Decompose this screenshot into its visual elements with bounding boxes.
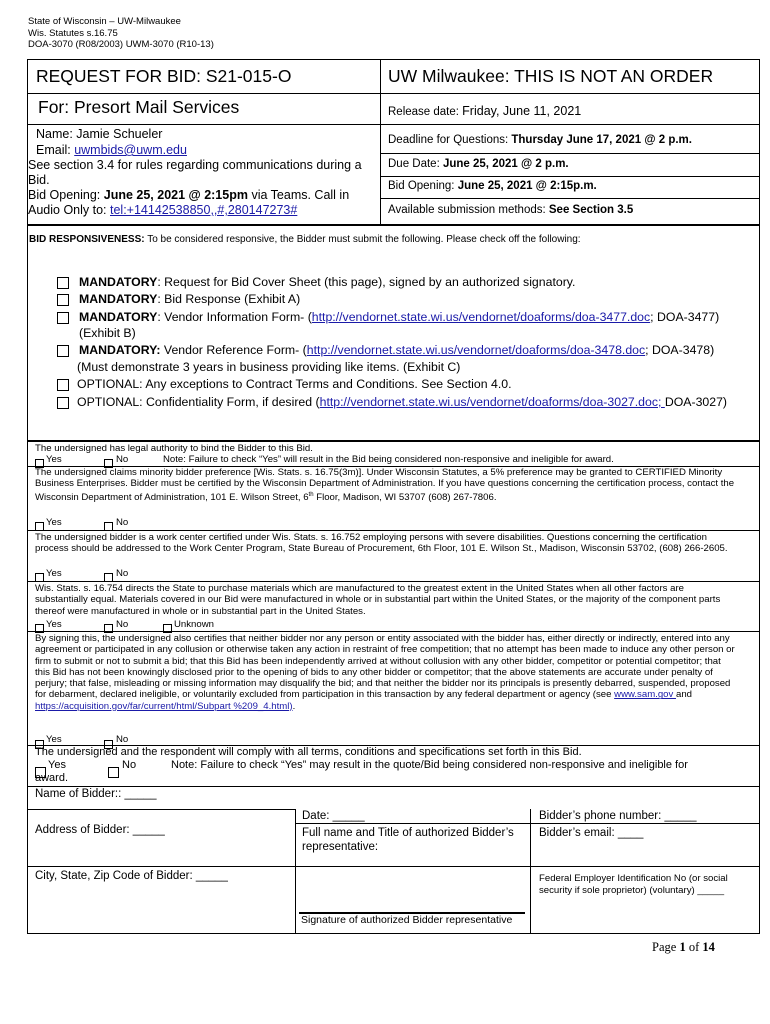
minority-yes-label: Yes: [46, 517, 62, 528]
checkbox-vendor-reference[interactable]: [57, 345, 69, 357]
compliance-statement: The undersigned and the respondent will comply with all terms, conditions and specifications set forth in this Bid.: [35, 746, 582, 758]
signature-field[interactable]: Signature of authorized Bidder representative: [301, 914, 513, 926]
collusion-no-label: No: [116, 734, 129, 745]
checkbox-bid-response[interactable]: [57, 294, 69, 306]
checkbox-exceptions[interactable]: [57, 379, 69, 391]
minority-preference: The undersigned claims minority bidder preference [Wis. Stats. s. 16.75(3m)]. Under Wisconsin Statutes, a 5% preference may be granted to CERTIFIED Minority Business Enterprises. Bidder must be certified by the Wisconsin Department of Administration. If you have questions concerning the certification process, contact the Wisconsin Department of Administration, 101 E. Wilson Street, 6th Floor, Madison, WI 53707 (608) 267-7806.: [35, 467, 735, 503]
header-form-id: DOA-3070 (R08/2003) UWM-3070 (R10-13): [28, 39, 214, 50]
not-an-order-title: UW Milwaukee: THIS IS NOT AN ORDER: [388, 66, 714, 86]
workcenter-yes-label: Yes: [46, 568, 62, 579]
header-statute: Wis. Statutes s.16.75: [28, 27, 118, 39]
non-collusion-statement: By signing this, the undersigned also certifies that neither bidder nor any person or entity associated with the bidder has, either directly or indirectly, entered into any agreement or participated in any collusion or otherwise taken any action in restraint of free competition; that no attempt has been made to induce any other person or firm to submit or not to submit a bid; that this Bid has been independently arrived at without collusion with any other bidder, competitor or potential competitor; that this Bid has not been knowingly disclosed prior to the opening of bids to any other bidder or competitor; that the above statements are accurate under penalty of perjury; that false, misleading or missing information may disqualify the bid; and that neither the bidder nor its principals is presently debarred, suspended, proposed for debarment, declared ineligible, or voluntarily excluded from participation in this transaction by any federal department or agency (see www.sam.gov and https://acquisition.gov/far/current/html/Subpart %209_4.html).: [35, 633, 735, 712]
representative-field[interactable]: representative:: [302, 841, 379, 853]
vendor-reference-form-link[interactable]: http://vendornet.state.wi.us/vendornet/doaforms/doa-3478.doc: [306, 343, 646, 357]
date-field[interactable]: Date: _____: [302, 810, 365, 822]
fein-label: Federal Employer Identification No (or social: [539, 873, 728, 884]
communications-note: See section 3.4 for rules regarding communications during a: [28, 158, 362, 172]
email-field[interactable]: Bidder’s email: ____: [539, 827, 644, 839]
bidder-name-field[interactable]: Name of Bidder:: _____: [35, 788, 157, 800]
minority-no-label: No: [116, 517, 129, 528]
work-center-statement: The undersigned bidder is a work center certified under Wis. Stats. s. 16.752 employing persons with severe disabilities. Questions concerning the certification process should be addressed to the Work Center Program, State Bureau of Procurement, 6th Floor, 101 E. Wilson St., Madison, Wisconsin 53702, (608) 266-2605.: [35, 532, 728, 555]
workcenter-no-label: No: [116, 568, 129, 579]
far-subpart-link[interactable]: https://acquisition.gov/far/current/html/Subpart %209_4.html): [35, 700, 293, 712]
audio-only: Audio Only to: tel:+14142538850,,#,280147273#: [28, 203, 298, 217]
fein-field[interactable]: security if sole proprietor) (voluntary) _____: [539, 885, 725, 896]
vendor-info-form-link[interactable]: http://vendornet.state.wi.us/vendornet/doaforms/doa-3477.doc: [311, 310, 651, 324]
release-date: Release date: Friday, June 11, 2021: [388, 104, 582, 118]
questions-deadline: Deadline for Questions: Thursday June 17, 2021 @ 2 p.m.: [388, 134, 692, 146]
authority-note: Note: Failure to check “Yes” will result in the Bid being considered non-responsive and ineligible for award.: [163, 454, 614, 465]
address-field[interactable]: Address of Bidder: _____: [35, 824, 165, 836]
page-number: Page 1 of 14: [652, 940, 715, 954]
city-state-zip-field[interactable]: City, State, Zip Code of Bidder: _____: [35, 870, 228, 882]
comply-no-checkbox[interactable]: [108, 767, 119, 778]
authority-yes-label: Yes: [46, 454, 62, 465]
request-for-bid-title: REQUEST FOR BID: S21-015-O: [36, 66, 292, 86]
checkbox-vendor-info[interactable]: [57, 312, 69, 324]
email-link[interactable]: uwmbids@uwm.edu: [74, 143, 187, 157]
comply-note: Note: Failure to check “Yes” may result in the quote/Bid being considered non-responsive and ineligible for: [171, 759, 688, 771]
vendor-reference-note: (Must demonstrate 3 years in business providing like items. (Exhibit C): [77, 360, 461, 374]
materials-unknown-label: Unknown: [174, 619, 214, 630]
for-service-title: For: Presort Mail Services: [38, 97, 240, 117]
authority-no-label: No: [116, 454, 129, 465]
sam-gov-link[interactable]: www.sam.gov: [614, 689, 676, 701]
confidentiality-form-link[interactable]: http://vendornet.state.wi.us/vendornet/doaforms/doa-3027.doc;: [319, 395, 665, 409]
comply-yes-label: Yes: [48, 759, 66, 771]
header-agency: State of Wisconsin – UW-Milwaukee: [28, 16, 181, 27]
collusion-yes-label: Yes: [46, 734, 62, 745]
authority-statement: The undersigned has legal authority to bind the Bidder to this Bid.: [35, 443, 313, 454]
form-header: [28, 16, 214, 51]
phone-field[interactable]: Bidder’s phone number: _____: [539, 810, 697, 822]
audio-phone-link[interactable]: tel:+14142538850,,#,280147273#: [110, 203, 298, 217]
contact-name: Name: Jamie Schueler: [36, 127, 163, 141]
vendor-info-exhibit: (Exhibit B): [79, 326, 136, 340]
domestic-materials-statement: Wis. Stats. s. 16.754 directs the State to purchase materials which are manufactured to the greatest extent in the United States when all other factors are substantially equal. Materials covered in our Bid were manufactured in whole or in substantial part within the United States, or the majority of the component parts thereof were manufactured in whole or in substantial part in the United States.: [35, 583, 721, 617]
bid-opening-contact: Bid Opening: June 25, 2021 @ 2:15pm via Teams. Call in: [28, 188, 350, 202]
due-date: Due Date: June 25, 2021 @ 2 p.m.: [388, 158, 569, 170]
checkbox-confidentiality[interactable]: [57, 397, 69, 409]
materials-yes-label: Yes: [46, 619, 62, 630]
comply-no-label: No: [122, 759, 137, 771]
communications-note-end: Bid.: [28, 173, 50, 187]
materials-no-label: No: [116, 619, 129, 630]
representative-label: Full name and Title of authorized Bidder’s: [302, 827, 514, 839]
checkbox-cover-sheet[interactable]: [57, 277, 69, 289]
contact-email: Email: uwmbids@uwm.edu: [36, 143, 187, 157]
responsiveness-heading: BID RESPONSIVENESS: To be considered responsive, the Bidder must submit the following. Please check off the following:: [29, 234, 581, 245]
bid-opening-date: Bid Opening: June 25, 2021 @ 2:15p.m.: [388, 180, 597, 192]
comply-note-end: award.: [35, 772, 69, 784]
submission-methods: Available submission methods: See Section 3.5: [388, 204, 634, 216]
